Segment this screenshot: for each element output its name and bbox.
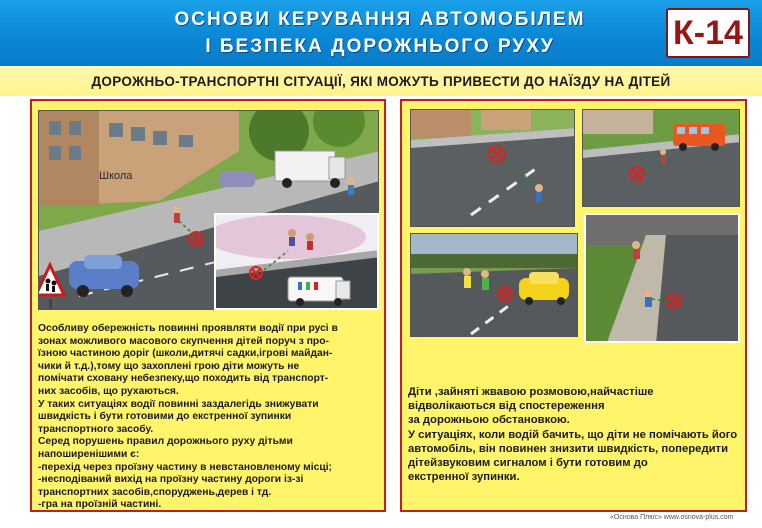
right-panel-text xyxy=(408,385,746,484)
text-line: транспортного засобу. xyxy=(38,423,154,435)
text-line: транспортних засобів,споруджень,дерев і тд. xyxy=(38,486,272,498)
text-line: Діти ,зайняті жвавою розмовою,найчастіше xyxy=(408,386,654,398)
talking-kids-car-illustration xyxy=(410,233,578,337)
text-line: У таких ситуаціях водії повинні заздалегідь знижувати xyxy=(38,398,319,410)
page-title-line2: І БЕЗПЕКА ДОРОЖНЬОГО РУХУ xyxy=(205,36,555,57)
text-line: помічати сховану небезпеку,що походить від транспорт- xyxy=(38,373,329,385)
text-line: -гра на проїзній частині. xyxy=(38,499,162,511)
sidewalk-kids-illustration xyxy=(584,213,740,343)
left-panel xyxy=(30,99,386,512)
text-line: їзною частиною доріг (школи,дитячі садки,ігрові майдан- xyxy=(38,348,333,360)
text-line: Серед порушень правил дорожнього руху дітьми xyxy=(38,436,293,448)
text-line: напоширенішими є: xyxy=(38,448,140,460)
text-line: швидкість і бути готовими до екстренної зупинки xyxy=(38,411,292,423)
bus-stop-illustration xyxy=(582,109,740,207)
text-line: дітейзвуковим сигналом і бути готовим до xyxy=(408,457,648,470)
road-crossing-illustration xyxy=(410,109,575,227)
text-line: за дорожньою обстановкою. xyxy=(408,414,570,427)
subtitle: ДОРОЖНЬО-ТРАНСПОРТНІ СІТУАЦІЇ, ЯКІ МОЖУТЬ ПРИВЕСТИ ДО НАЇЗДУ НА ДІТЕЙ xyxy=(91,74,671,89)
right-panel xyxy=(400,99,747,512)
poster-code-badge: К-14 xyxy=(666,8,750,58)
school-sign: Школа xyxy=(99,170,133,182)
text-line: У ситуаціях, коли водій бачить, що діти не помічають його xyxy=(408,428,738,441)
text-line: автомобіль, він повинен знизити швидкість, попередити xyxy=(408,442,729,455)
text-line: -несподіваний вихід на проїзну частину дороги із-зі xyxy=(38,474,304,486)
van-kids-inset-illustration xyxy=(214,213,379,310)
text-line: екстренної зупинки. xyxy=(408,471,520,484)
left-panel-text xyxy=(38,323,383,512)
text-line: чики й т.д.),тому що захоплені грою діти можуть не xyxy=(38,360,300,372)
publisher-footer: «Основа Плюс» www.osnova-plus.com xyxy=(610,514,734,521)
page-title-line1: ОСНОВИ КЕРУВАННЯ АВТОМОБІЛЕМ xyxy=(174,9,586,30)
text-line: зонах можливого масового скупчення дітей поруч з про- xyxy=(38,335,329,347)
text-line: -перехід через проїзну частину в невстановленому місці; xyxy=(38,461,332,473)
text-line: них засобів, що рухаються. xyxy=(38,385,179,397)
text-line: Особливу обережність повинні проявляти водії при русі в xyxy=(38,323,338,334)
text-line: відволікаються від спостереження xyxy=(408,400,605,413)
